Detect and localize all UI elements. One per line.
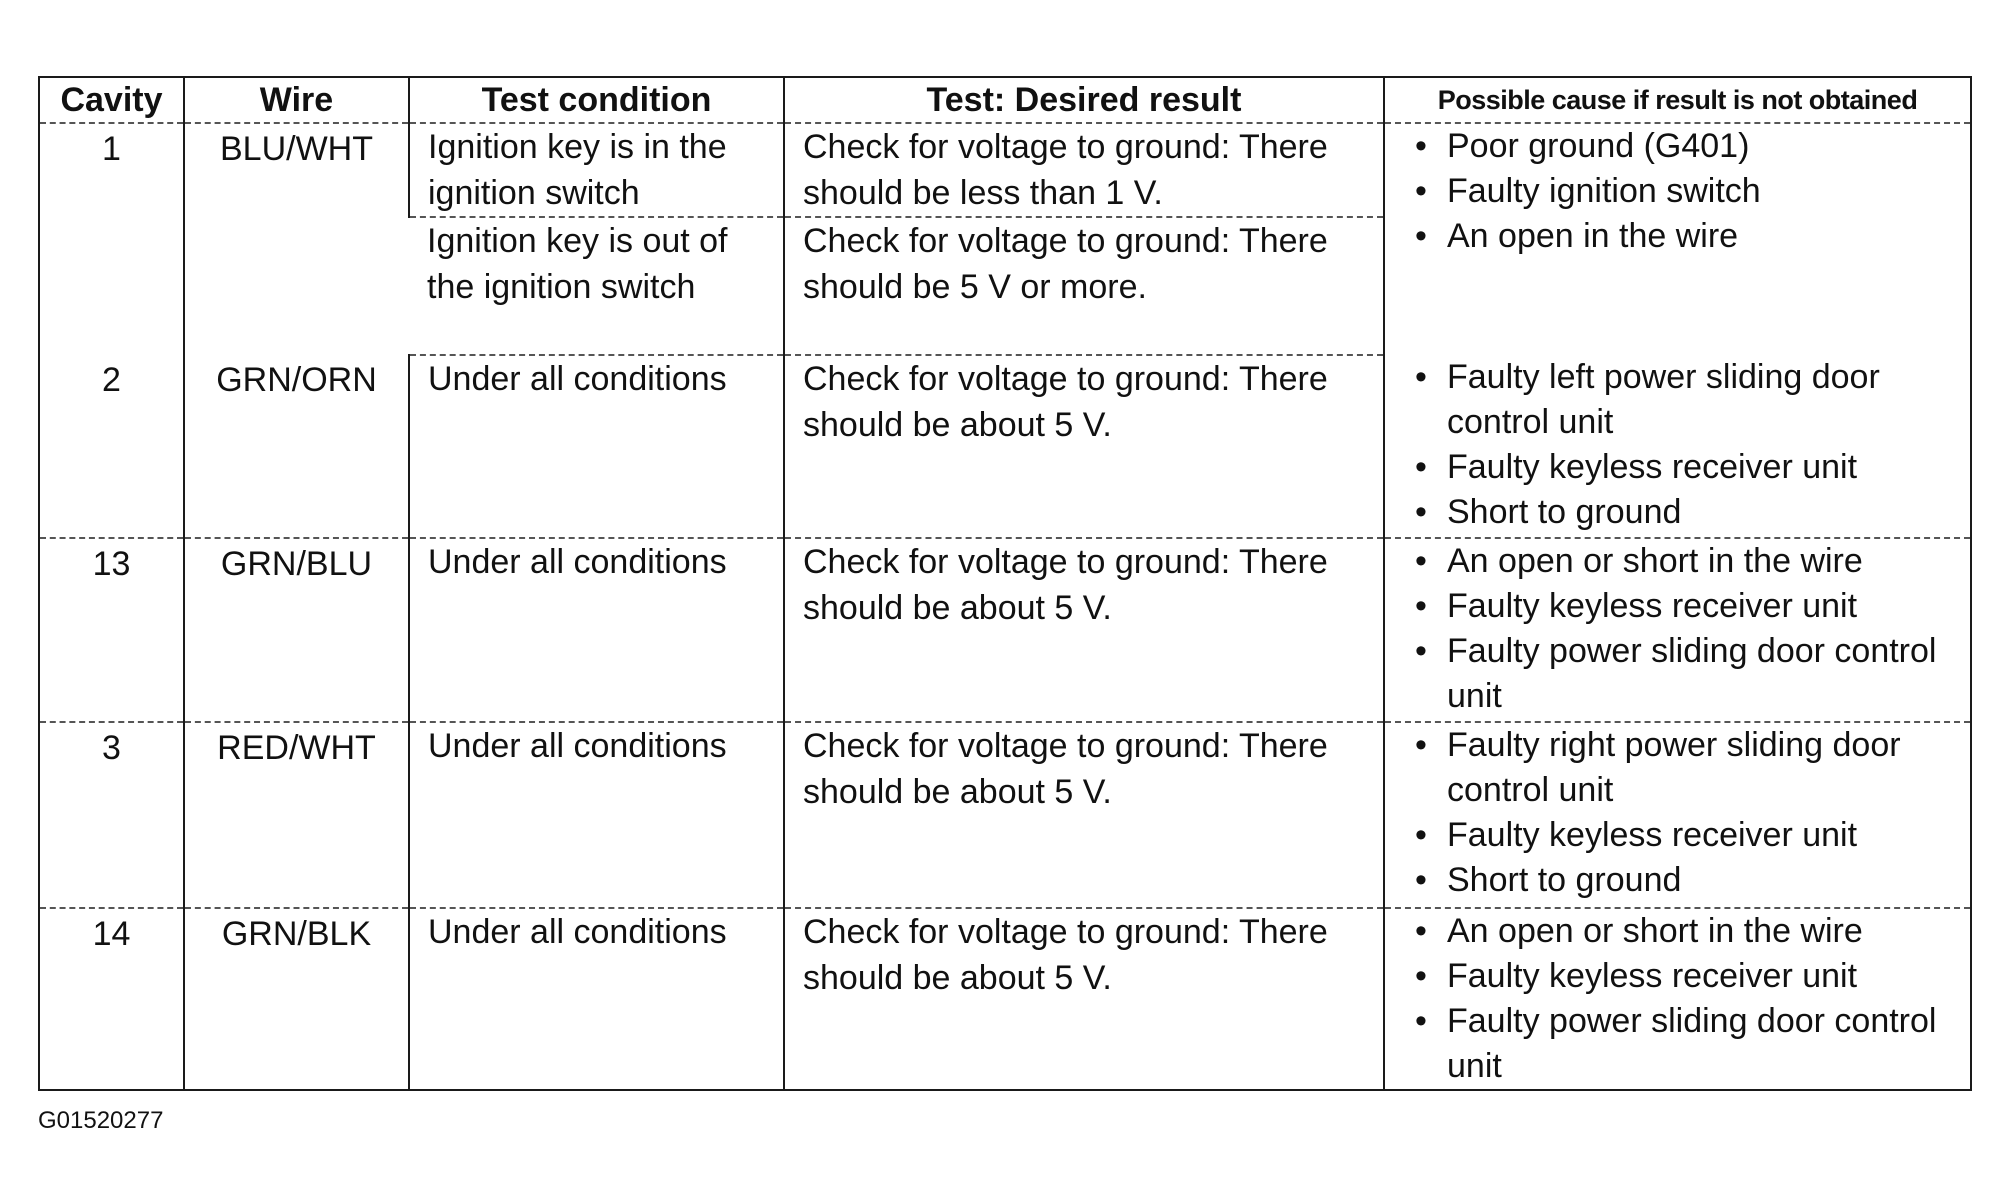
cause-item: • Faulty keyless receiver unit <box>1403 445 1956 490</box>
table-row <box>39 123 1971 217</box>
cause-item: • An open or short in the wire <box>1403 539 1956 584</box>
wire-cell: BLU/WHT <box>184 123 409 355</box>
condition-cell: Under all conditions <box>409 355 784 538</box>
header-cavity: Cavity <box>39 77 184 123</box>
cause-list <box>1403 355 1956 535</box>
figure-id: G01520277 <box>38 1107 164 1134</box>
cause-cell <box>1384 538 1971 722</box>
cause-item: • An open in the wire <box>1403 214 1956 259</box>
cause-item: • Faulty keyless receiver unit <box>1403 813 1956 858</box>
cause-item: • Faulty power sliding door control unit <box>1403 999 1956 1089</box>
condition-cell: Under all conditions <box>409 908 784 1090</box>
condition-cell: Ignition key is in the ignition switch <box>409 123 784 217</box>
cavity-cell: 1 <box>102 130 121 168</box>
wire-cell: RED/WHT <box>184 722 409 908</box>
table-row <box>39 538 1971 722</box>
result-cell: Check for voltage to ground: There should be about 5 V. <box>784 538 1384 722</box>
cause-cell <box>1384 123 1971 355</box>
cause-item: • Faulty ignition switch <box>1403 169 1956 214</box>
condition-cell: Under all conditions <box>409 538 784 722</box>
cause-item: • Short to ground <box>1403 490 1956 535</box>
cause-item: • Faulty right power sliding door control unit <box>1403 723 1956 813</box>
cavity-cell: 13 <box>39 538 184 722</box>
cause-list <box>1403 124 1956 259</box>
wire-cell: GRN/BLU <box>184 538 409 722</box>
cavity-cell: 3 <box>39 722 184 908</box>
result-cell: Check for voltage to ground: There should be about 5 V. <box>784 355 1384 538</box>
wire-cell: GRN/ORN <box>184 355 409 538</box>
cause-list <box>1403 723 1956 903</box>
table-row <box>39 355 1971 538</box>
cause-cell <box>1384 355 1971 538</box>
cause-item: • Faulty left power sliding door control unit <box>1403 355 1956 445</box>
header-test-condition: Test condition <box>409 77 784 123</box>
header-wire: Wire <box>184 77 409 123</box>
table-row <box>39 908 1971 1090</box>
header-row <box>39 77 1971 123</box>
table-row <box>39 722 1971 908</box>
result-cell: Check for voltage to ground: There should be 5 V or more. <box>784 217 1384 355</box>
cause-list <box>1403 539 1956 719</box>
result-cell: Check for voltage to ground: There should be about 5 V. <box>784 908 1384 1090</box>
cause-list <box>1403 909 1956 1089</box>
connector-test-table <box>38 76 1972 1091</box>
header-desired-result: Test: Desired result <box>784 77 1384 123</box>
condition-cell: Ignition key is out of the ignition switch <box>409 217 784 355</box>
cavity-cell: 14 <box>92 915 131 953</box>
cavity-cell: 2 <box>39 355 184 538</box>
result-cell: Check for voltage to ground: There should be less than 1 V. <box>784 123 1384 217</box>
header-possible-cause: Possible cause if result is not obtained <box>1384 77 1971 123</box>
cause-cell <box>1384 908 1971 1090</box>
result-cell: Check for voltage to ground: There should be about 5 V. <box>784 722 1384 908</box>
cause-item: • An open or short in the wire <box>1403 909 1956 954</box>
condition-cell: Under all conditions <box>409 722 784 908</box>
cause-item: • Poor ground (G401) <box>1403 124 1956 169</box>
cause-item: • Faulty power sliding door control unit <box>1403 629 1956 719</box>
cause-item: • Faulty keyless receiver unit <box>1403 584 1956 629</box>
cause-item: • Faulty keyless receiver unit <box>1403 954 1956 999</box>
cause-cell <box>1384 722 1971 908</box>
wire-cell: GRN/BLK <box>184 908 409 1090</box>
cause-item: • Short to ground <box>1403 858 1956 903</box>
